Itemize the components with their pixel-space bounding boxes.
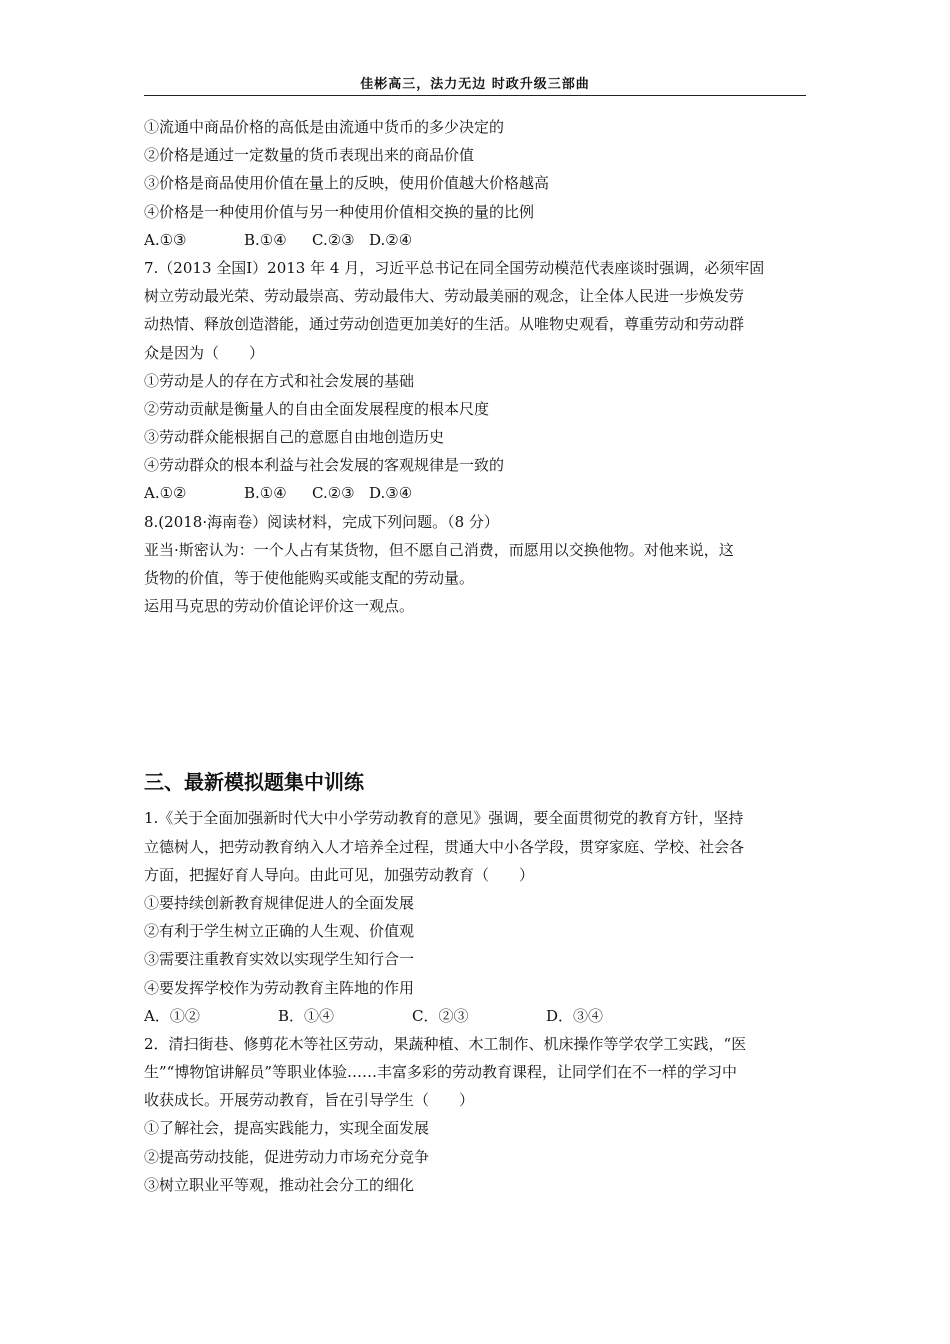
s2-stem-line-2: 生”“博物馆讲解员”等职业体验……丰富多彩的劳动教育课程，让同学们在不一样的学习中	[144, 1063, 738, 1082]
s1-stem-line-3: 方面，把握好育人导向。由此可见，加强劳动教育（ ）	[144, 865, 535, 884]
q8-line-2: 亚当·斯密认为：一个人占有某货物，但不愿自己消费，而愿用以交换他物。对他来说，这	[144, 540, 734, 559]
q7-option-1: ①劳动是人的存在方式和社会发展的基础	[144, 371, 415, 390]
page-content	[144, 113, 812, 1199]
s2-option-3: ③树立职业平等观，推动社会分工的细化	[144, 1175, 415, 1194]
s1-option-1: ①要持续创新教育规律促进人的全面发展	[144, 893, 415, 912]
s1-choices	[144, 1002, 812, 1030]
page-header: 佳彬高三，法力无边 时政升级三部曲	[360, 77, 590, 92]
header-divider	[144, 95, 806, 96]
q7-stem-line-2: 树立劳动最光荣、劳动最崇高、劳动最伟大、劳动最美丽的观念，让全体人民进一步焕发劳	[144, 287, 745, 306]
q8-line-4: 运用马克思的劳动价值论评价这一观点。	[144, 597, 415, 616]
q7-stem-line-3: 动热情、释放创造潜能，通过劳动创造更加美好的生活。从唯物史观看，尊重劳动和劳动群	[144, 315, 745, 334]
q7-option-2: ②劳动贡献是衡量人的自由全面发展程度的根本尺度	[144, 399, 490, 418]
q6-option-3: ③价格是商品使用价值在量上的反映，使用价值越大价格越高	[144, 174, 550, 193]
s2-option-1: ①了解社会，提高实践能力，实现全面发展	[144, 1119, 430, 1138]
q7-stem-line-4: 众是因为（ ）	[144, 343, 265, 362]
q7-choice-b: B.①④	[244, 484, 287, 503]
s1-option-2: ②有利于学生树立正确的人生观、价值观	[144, 922, 415, 941]
q7-option-3: ③劳动群众能根据自己的意愿自由地创造历史	[144, 428, 445, 447]
s1-option-4: ④要发挥学校作为劳动教育主阵地的作用	[144, 978, 415, 997]
q6-choice-b: B.①④	[244, 230, 287, 249]
q7-choices	[144, 479, 812, 507]
s1-stem-line-1: 1.《关于全面加强新时代大中小学劳动教育的意见》强调，要全面贯彻党的教育方针，坚持	[144, 809, 744, 828]
s1-choice-a: A．①②	[144, 1006, 200, 1025]
q7-choice-c: C.②③	[312, 484, 355, 503]
q8-line-3: 货物的价值，等于使他能购买或能支配的劳动量。	[144, 569, 475, 587]
answer-space	[144, 620, 812, 760]
q6-choice-a: A.①③	[144, 230, 187, 249]
s2-stem-line-3: 收获成长。开展劳动教育，旨在引导学生（ ）	[144, 1091, 475, 1110]
s1-option-3: ③需要注重教育实效以实现学生知行合一	[144, 950, 415, 969]
s1-choice-d: D．③④	[546, 1006, 604, 1025]
q6-option-1: ①流通中商品价格的高低是由流通中货币的多少决定的	[144, 118, 505, 136]
q7-choice-d: D.③④	[369, 484, 413, 503]
q7-choice-a: A.①②	[144, 484, 187, 503]
s2-stem-line-1: 2．清扫街巷、修剪花木等社区劳动，果蔬种植、木工制作、机床操作等学农学工实践，“医	[144, 1034, 747, 1053]
q6-choices	[144, 226, 812, 254]
q8-line-1: 8.(2018·海南卷）阅读材料，完成下列问题。（8 分）	[144, 512, 499, 531]
q7-option-4: ④劳动群众的根本利益与社会发展的客观规律是一致的	[144, 456, 505, 475]
q6-choice-d: D.②④	[369, 230, 413, 249]
q7-stem-line-1: 7.（2013 全国I）2013 年 4 月，习近平总书记在同全国劳动模范代表座谈时强调，必须牢固	[144, 258, 765, 277]
q6-option-4: ④价格是一种使用价值与另一种使用价值相交换的量的比例	[144, 202, 535, 221]
section-title: 三、最新模拟题集中训练	[144, 770, 364, 795]
s2-option-2: ②提高劳动技能，促进劳动力市场充分竞争	[144, 1147, 430, 1166]
q6-option-2: ②价格是通过一定数量的货币表现出来的商品价值	[144, 146, 475, 165]
q6-choice-c: C.②③	[312, 230, 355, 249]
s1-choice-b: B．①④	[278, 1006, 335, 1025]
s1-choice-c: C．②③	[412, 1006, 469, 1025]
s1-stem-line-2: 立德树人，把劳动教育纳入人才培养全过程，贯通大中小各学段，贯穿家庭、学校、社会各	[144, 837, 745, 856]
